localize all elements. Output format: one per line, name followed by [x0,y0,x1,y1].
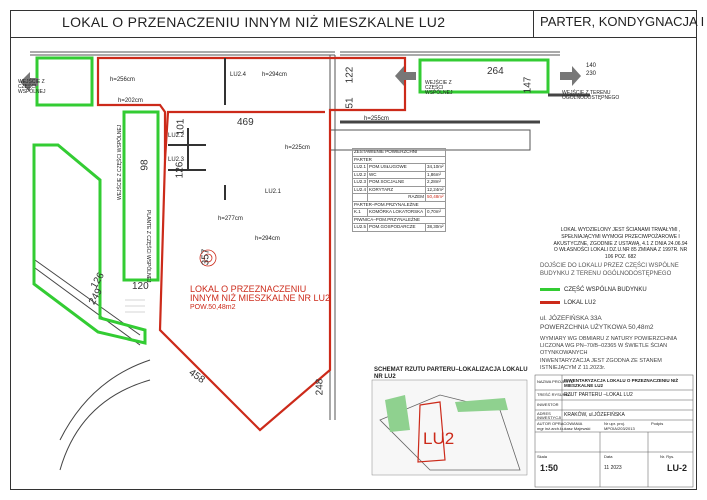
title-block-label: INWESTOR [537,402,559,407]
investment-address: KRAKÓW, ul.JÓZEFIŃSKA [564,412,625,418]
dimension-label: 147 [522,76,534,94]
address: ul. JÓZEFIŃSKA 33A [540,315,602,322]
schema-title: SCHEMAT RZUTU PARTERU–LOKALIZACJA LOKALU NR LU2 [374,367,528,381]
dimension-label: 458 [186,367,207,386]
access-note: DOJŚCIE DO LOKALU PRZEZ CZĘŚCI WSPÓLNE BUDYNKU Z TERENU OGÓLNODOSTĘPNEGO [540,263,679,277]
schema-unit-label: LU2 [423,429,455,448]
license-number: MPOIA/203/2013 [604,426,635,431]
schema-mini-plan [372,380,527,475]
table-row: LU2.3 POM.SOCJALNE 2,28m² [353,179,446,187]
scale: 1:50 [540,463,559,473]
entry-label-left: WEJŚCIE Z CZĘŚCI WSPÓLNEJ [18,79,46,95]
area-table [352,148,446,232]
title-block-label: Nr upr. proj. [604,421,625,426]
height-label: h=225cm [285,145,310,151]
author-name: mgr inż.arch.Łukasz Majewski [537,426,591,431]
title-block-label: Data [604,454,613,459]
area-total-row: RAZEM 50,48m² [353,194,446,202]
dimension-label: 469 [237,117,254,128]
height-label: h=256cm [110,77,135,83]
room-label-lu22: LU2.2 [168,133,185,139]
area-group-heading: PARTER–POM.PRZYNALEŻNE [353,201,446,209]
legend-common-label: CZĘŚĆ WSPÓLNA BUDYNKU [564,287,647,293]
table-row: LU2.1 POM.USŁUGOWE 34,10m² [354,164,444,169]
drawing-title: LOKAL O PRZENACZENIU INNYM NIŻ MIESZKALNE LU2 [62,14,446,30]
entry-label-mid: WEJŚCIE Z CZĘŚCI WSPÓLNEJ [425,80,453,96]
usable-area: POWERZCHNIA UŻYTKOWA 50,48m2 [540,324,654,331]
table-row: K.1 KOMÓRKA LOKATORSKA 0,70m² [353,209,446,217]
height-label: h=294cm [262,72,287,78]
drawing-number: LU-2 [667,463,687,473]
date: 11 2023 [604,465,622,471]
unit-label-line1: LOKAL O PRZEZNACZENIU [190,284,307,294]
dimension-label: 98 [139,159,151,171]
dimension-label: 264 [487,66,504,77]
dimension-label: 120 [132,281,149,292]
area-group-heading: PIWNICA–POM.PRZYNALEŻNE [353,216,446,224]
level-label: PARTER, KONDYGNACJA I [540,14,705,29]
area-table-title: ZESTAWIENIE POWIERZCHNI [353,149,446,157]
entry-label-vertical-2: PLANTE Z CZĘŚCI WSPÓLNEJ [145,210,151,283]
dimension-label: 126 [174,161,186,179]
title-block-label: Skala [537,454,548,459]
room-label-lu24: LU2.4 [230,72,247,78]
inventory-note: INWENTARYZACJA JEST ZGODNA ZE STANEM ISTNIEJĄCYM Z 11.2023r. [540,358,662,372]
title-block-label: Nr. Rys. [660,454,675,459]
area-group-heading: PARTER [353,156,446,164]
height-label: h=255cm [364,116,389,122]
table-row: LU2.5 POM.GOSPODARCZE 38,30m² [354,224,444,229]
unit-label-area: POW.50,48m2 [190,304,236,311]
step-number: 140 [586,63,597,69]
title-block-label: ADRES INWESTYCJI [537,411,562,420]
title-block-label: NAZWA PROJEKTU [537,379,574,384]
dimension-label: 122 [344,66,356,84]
unit-label-line2: INNYM NIŻ MIESZKALNE NR LU2 [190,293,331,303]
dimension-label: 101 [175,118,187,136]
title-block-label: AUTOR OPRACOWANIA [537,421,583,426]
height-label: h=202cm [118,98,143,104]
drawing-content: RZUT PARTERU –LOKAL LU2 [564,392,633,398]
table-row: LU2.2 WC 1,86m² [353,171,446,179]
legend-unit-swatch [540,301,560,304]
step-number: 230 [586,71,597,77]
title-block-label: Podpis [651,421,664,426]
fire-note: LOKAL WYDZIELONY JEST ŚCIANAMI TRWAŁYMI , SPEŁNIAJĄCYMI WYMOGI PRZECIWPOŻAROWE I AKUSTYCZNE, ZGODNIE Z USTAWĄ, 4.1 Z DNIA 24.06.94 O WŁASNOŚCI LOKALI DZ.U.NR 85 ZMIANA Z 1997R. NR 106 POZ. 682 [553,227,688,260]
height-label: h=294cm [255,236,280,242]
project-name: INWENTARYZACJA LOKALU O PRZEZNACZENIU NIŻ MIESZKALNE LU2 [564,378,679,389]
legend-unit-label: LOKAL LU2 [564,300,596,306]
dimension-label: 357 [200,248,212,266]
entry-label-right: WEJŚCIE Z TERENU OGÓLNODOSTĘPNEGO [562,90,620,101]
table-row: LU2.4 KORYTARZ 12,24m² [354,186,444,192]
entry-label-vertical: WEJŚCIE Z CZĘŚCI WSPÓLNEJ [117,124,123,200]
title-block-label: TREŚĆ RYSUNKU [537,392,572,397]
legend-common-swatch [540,288,560,291]
measure-note: WYMIARY WG OBMIARU Z NATURY POWIERZCHNIA LICZONA WG PN–70/B–02365 W ŚWIETLE ŚCIAN OTYNKOWANYCH [540,336,677,357]
height-label: h=277cm [218,216,243,222]
dimension-label: 51 [344,97,356,109]
room-label-lu23: LU2.3 [168,157,185,163]
dimension-label: 248 [314,378,326,396]
dimension-label: 126 [88,270,107,291]
room-label-lu21: LU2.1 [265,189,282,195]
dimension-label: 249 [86,286,105,307]
